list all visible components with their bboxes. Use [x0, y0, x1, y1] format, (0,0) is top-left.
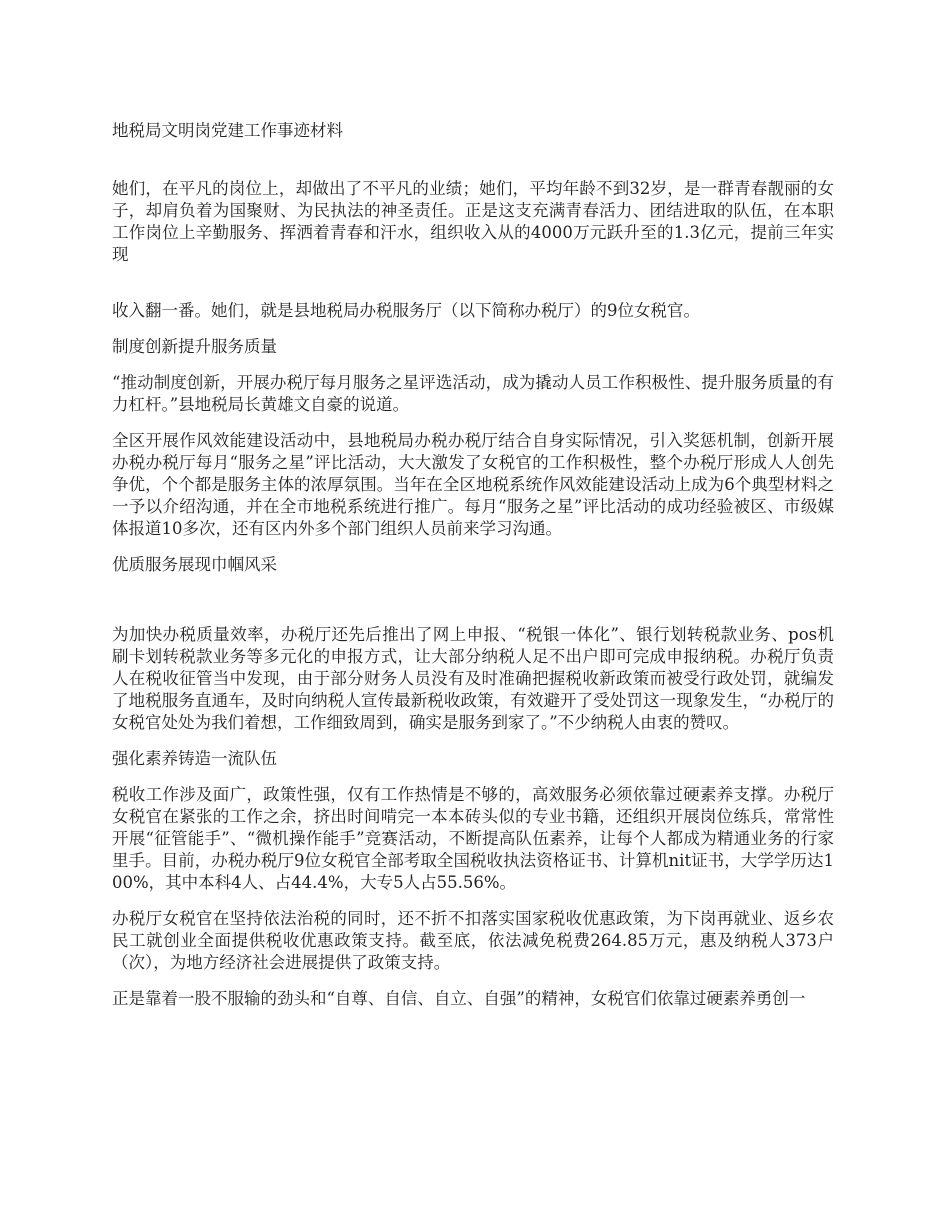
section-heading-team: 强化素养铸造一流队伍	[112, 749, 277, 768]
section-heading-innovation: 制度创新提升服务质量	[112, 337, 277, 356]
paragraph-intro: 她们，在平凡的岗位上，却做出了不平凡的业绩；她们，平均年龄不到32岁，是一群青春靓丽的女子，却肩负着为国聚财、为民执法的神圣责任。正是这支充满青春活力、团结进取的队伍，在本职工作岗位上辛勤服务、挥洒着青春和汗水，组织收入从的4000万元跃升至的1.3亿元，提前三年实现	[112, 179, 834, 264]
section-heading-service: 优质服务展现巾帼风采	[112, 555, 277, 574]
paragraph-intro-continued: 收入翻一番。她们，就是县地税局办税服务厅（以下简称办税厅）的9位女税官。	[112, 301, 700, 320]
paragraph-closing: 正是靠着一股不服输的劲头和“自尊、自信、自立、自强”的精神，女税官们依靠过硬素养勇创一	[112, 989, 806, 1008]
paragraph-service: 为加快办税质量效率，办税厅还先后推出了网上申报、“税银一体化”、银行划转税款业务、pos机刷卡划转税款业务等多元化的申报方式，让大部分纳税人足不出户即可完成申报纳税。办税厅负责人在税收征管当中发现，由于部分财务人员没有及时准确把握税收新政策而被受行政处罚，就编发了地税服务直通车，及时向纳税人宣传最新税收政策，有效避开了受处罚这一现象发生，“办税厅的女税官处处为我们着想，工作细致周到，确实是服务到家了。”不少纳税人由衷的赞叹。	[112, 625, 834, 732]
paragraph-service-star: 全区开展作风效能建设活动中，县地税局办税办税厅结合自身实际情况，引入奖惩机制，创新开展办税办税厅每月“服务之星”评比活动，大大激发了女税官的工作积极性，整个办税厅形成人人创先争优，个个都是服务主体的浓厚氛围。当年在全区地税系统作风效能建设活动上成为6个典型材料之一予以介绍沟通，并在全市地税系统进行推广。每月“服务之星”评比活动的成功经验被区、市级媒体报道10多次，还有区内外多个部门组织人员前来学习沟通。	[112, 431, 834, 538]
paragraph-quote: “推动制度创新，开展办税厅每月服务之星评选活动，成为撬动人员工作积极性、提升服务质量的有力杠杆。”县地税局长黄雄文自豪的说道。	[112, 373, 834, 414]
paragraph-policy: 办税厅女税官在坚持依法治税的同时，还不折不扣落实国家税收优惠政策，为下岗再就业、返乡农民工就创业全面提供税收优惠政策支持。截至底，依法减免税费264.85万元，惠及纳税人373户（次），为地方经济社会进展提供了政策支持。	[112, 909, 834, 972]
document-title: 地税局文明岗党建工作事迹材料	[112, 121, 343, 140]
paragraph-team: 税收工作涉及面广，政策性强，仅有工作热情是不够的，高效服务必须依靠过硬素养支撑。办税厅女税官在紧张的工作之余，挤出时间啃完一本本砖头似的专业书籍，还组织开展岗位练兵，常常性开展“征管能手”、“微机操作能手”竞赛活动，不断提高队伍素养，让每个人都成为精通业务的行家里手。目前，办税办税厅9位女税官全部考取全国税收执法资格证书、计算机nit证书，大学学历达100%，其中本科4人、占44.4%，大专5人占55.56%。	[112, 785, 834, 892]
document-page	[112, 120, 834, 1024]
